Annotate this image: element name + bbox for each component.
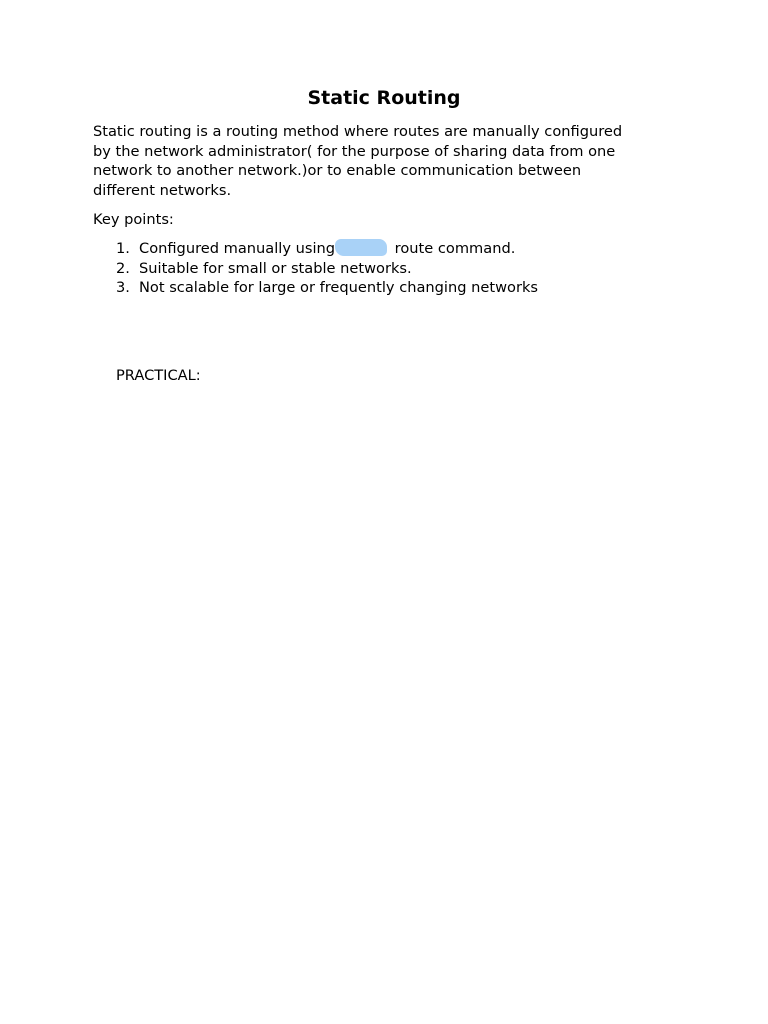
intro-line: network to another network.)or to enable communication between: [93, 162, 582, 180]
list-number: 2.: [116, 259, 130, 277]
list-text-before: Configured manually using: [139, 240, 336, 257]
key-points-list: [116, 239, 538, 298]
intro-line: by the network administrator( for the purpose of sharing data from one: [93, 142, 616, 160]
intro-line: different networks.: [93, 181, 232, 199]
list-number: 3.: [116, 279, 130, 297]
key-points-label: Key points:: [93, 211, 174, 228]
list-item: [116, 239, 538, 259]
list-number: 1.: [116, 240, 130, 257]
list-item: [116, 278, 538, 298]
intro-line: Static routing is a routing method where routes are manually configured: [93, 123, 623, 140]
list-text-after: route command.: [390, 240, 516, 257]
list-text: Suitable for small or stable networks.: [139, 259, 412, 277]
intro-paragraph: [93, 122, 693, 200]
document-title: Static Routing: [307, 87, 461, 109]
list-item: [116, 259, 538, 279]
practical-label: PRACTICAL:: [116, 367, 201, 384]
redaction-highlight: [335, 239, 387, 256]
list-text: Not scalable for large or frequently changing networks: [139, 279, 538, 297]
